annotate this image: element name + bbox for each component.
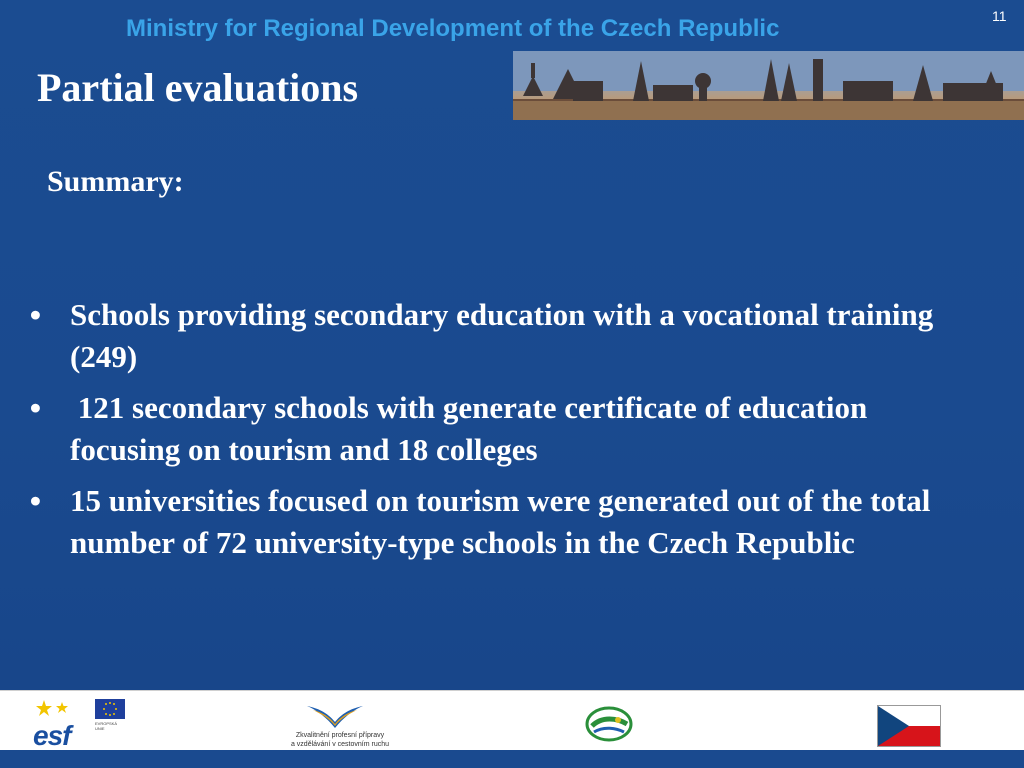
footer-logo-bar [0, 690, 1024, 751]
bullet-item [0, 294, 1000, 378]
bullet-item [0, 387, 1000, 471]
program-caption [275, 731, 405, 749]
bullet-text: 121 secondary schools with generate certificate of education focusing on tourism and 18 colleges [70, 390, 875, 467]
eu-caption: EVROPSKÁ UNIE [95, 721, 118, 731]
city-skyline-banner [513, 51, 1024, 120]
bullet-icon: • [30, 483, 41, 518]
bullet-item [0, 480, 1000, 564]
bullet-text: Schools providing secondary education with a vocational training (249) [70, 297, 934, 374]
esf-stars-icon [36, 698, 76, 720]
ministry-header: Ministry for Regional Development of the Czech Republic [126, 15, 780, 42]
bullet-icon: • [30, 297, 41, 332]
page-title: Partial evaluations [37, 65, 359, 110]
program-caption-line2: a vzdělávání v cestovním ruchu [290, 741, 390, 748]
footer-bottom-strip [0, 750, 1024, 768]
skyline-image [513, 51, 1024, 120]
program-caption-line1: Zkvalitnění profesní přípravy [295, 732, 385, 739]
esf-logo: esf [33, 720, 71, 751]
section-subtitle: Summary: [47, 165, 184, 198]
bullet-icon: • [30, 390, 41, 425]
program-wings-logo [305, 700, 365, 730]
slide-number: 11 [992, 8, 1007, 24]
bullet-text: 15 universities focused on tourism were generated out of the total number of 72 university-type schools in the Czech Republic [70, 483, 931, 560]
czech-flag-icon [877, 705, 941, 747]
eu-flag-icon [95, 699, 125, 719]
bullet-list [0, 294, 1000, 573]
ministry-regional-development-logo [572, 696, 646, 748]
